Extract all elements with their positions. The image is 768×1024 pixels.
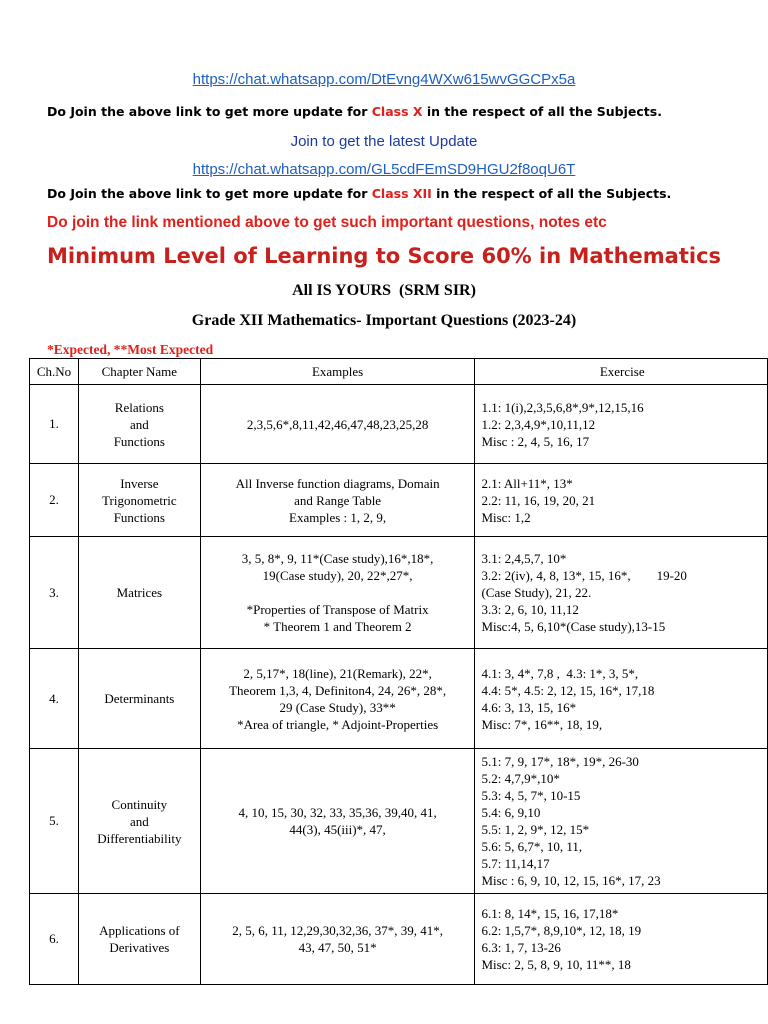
examples-cell: [200, 894, 475, 985]
examples-cell-line: Examples : 1, 2, 9,: [289, 509, 387, 525]
exercise-cell-line: 6.1: 8, 14*, 15, 16, 17,18*: [481, 906, 619, 921]
examples-cell-line: *Area of triangle, * Adjoint-Properties: [237, 716, 439, 732]
examples-cell-line: 44(3), 45(iii)*, 47,: [289, 822, 386, 837]
exercise-cell: [475, 649, 768, 749]
header-chno: Ch.No: [30, 359, 79, 385]
promo-text: Do join the link mentioned above to get such important questions, notes etc: [47, 214, 607, 231]
examples-cell: [200, 537, 475, 649]
chapter-number: 5.: [30, 749, 79, 894]
chapter-name: [78, 537, 200, 649]
note2-text-post: in the respect of all the Subjects.: [431, 186, 672, 201]
header-chapter-name: Chapter Name: [78, 359, 200, 385]
chapter-number: 1.: [30, 385, 79, 464]
examples-cell-line: 3, 5, 8*, 9, 11*(Case study),16*,18*,: [241, 551, 434, 566]
examples-cell-line: 2,3,5,6*,8,11,42,46,47,48,23,25,28: [246, 416, 429, 432]
note1-class: Class X: [371, 104, 423, 119]
note2-text-pre: Do Join the above link to get more update for: [47, 186, 372, 201]
chapter-number: 4.: [30, 649, 79, 749]
note1-text-post: in the respect of all the Subjects.: [422, 104, 662, 119]
examples-cell-line: 2, 5, 6, 11, 12,29,30,32,36, 37*, 39, 41*,: [232, 923, 443, 938]
exercise-cell-line: 4.6: 3, 13, 15, 16*: [481, 699, 577, 715]
chapter-name-line: and: [129, 813, 149, 829]
examples-cell: [200, 385, 475, 464]
chapter-name: [78, 385, 200, 464]
examples-cell-line: * Theorem 1 and Theorem 2: [263, 619, 412, 634]
table-row: [30, 649, 768, 749]
chapter-name: [78, 894, 200, 985]
exercise-cell-line: 4.1: 3, 4*, 7,8 , 4.3: 1*, 3, 5*,: [481, 665, 639, 681]
examples-cell-line: 19(Case study), 20, 22*,27*,: [262, 568, 413, 583]
examples-cell-line: *Properties of Transpose of Matrix: [246, 602, 429, 617]
grade-subtitle: Grade XII Mathematics- Important Questions (2023-24): [191, 312, 577, 329]
exercise-cell-line: 2.1: All+11*, 13*: [481, 475, 573, 491]
exercise-cell-line: 3.1: 2,4,5,7, 10*: [481, 551, 567, 566]
exercise-cell-line: 5.2: 4,7,9*,10*: [481, 771, 560, 786]
examples-cell: [200, 749, 475, 894]
note2-class: Class XII: [371, 186, 432, 201]
chapter-name-line: Matrices: [116, 585, 163, 600]
chapter-name-line: Functions: [113, 509, 165, 525]
header-examples: Examples: [200, 359, 475, 385]
exercise-cell: [475, 464, 768, 537]
chapter-name-line: Continuity: [111, 796, 168, 812]
chapter-number: 6.: [30, 894, 79, 985]
chapter-name: [78, 464, 200, 537]
exercise-cell-line: (Case Study), 21, 22.: [481, 585, 592, 600]
examples-cell-line: and Range Table: [294, 492, 382, 508]
table-row: [30, 385, 768, 464]
note1-text-pre: Do Join the above link to get more update for: [47, 104, 372, 119]
exercise-cell-line: 6.2: 1,5,7*, 8,9,10*, 12, 18, 19: [481, 923, 642, 938]
class-xii-join-note: [47, 186, 671, 201]
examples-cell-line: 43, 47, 50, 51*: [298, 940, 377, 955]
examples-cell: [200, 464, 475, 537]
exercise-cell: [475, 537, 768, 649]
examples-cell-line: 2, 5,17*, 18(line), 21(Remark), 22*,: [243, 665, 432, 681]
join-latest-update: Join to get the latest Update: [290, 133, 478, 150]
table-row: [30, 537, 768, 649]
chapter-name-line: Trigonometric: [102, 492, 177, 508]
exercise-cell-line: 4.4: 5*, 4.5: 2, 12, 15, 16*, 17,18: [481, 682, 655, 698]
exercise-cell-line: 5.7: 11,14,17: [481, 856, 550, 871]
chapter-name-line: Relations: [114, 399, 164, 415]
table-header-row: [30, 359, 768, 385]
page-title: Minimum Level of Learning to Score 60% in Mathematics: [46, 244, 722, 268]
examples-cell-line: 29 (Case Study), 33**: [279, 699, 396, 715]
chapter-number: 2.: [30, 464, 79, 537]
exercise-cell-line: 5.6: 5, 6,7*, 10, 11,: [481, 839, 583, 854]
examples-cell-line: Theorem 1,3, 4, Definiton4, 24, 26*, 28*,: [229, 682, 447, 698]
table-row: [30, 749, 768, 894]
exercise-cell: [475, 385, 768, 464]
chapter-number: 3.: [30, 537, 79, 649]
exercise-cell-line: Misc:4, 5, 6,10*(Case study),13-15: [481, 619, 666, 634]
exercise-cell-line: 1.2: 2,3,4,9*,10,11,12: [481, 416, 596, 432]
chapter-name-line: Derivatives: [109, 940, 170, 955]
chapter-name: [78, 649, 200, 749]
exercise-cell-line: Misc : 2, 4, 5, 16, 17: [481, 433, 590, 449]
exercise-cell-line: Misc: 2, 5, 8, 9, 10, 11**, 18: [481, 957, 631, 972]
exercise-cell: [475, 894, 768, 985]
exercise-cell-line: 5.4: 6, 9,10: [481, 805, 541, 820]
chapter-name: [78, 749, 200, 894]
chapter-name-line: Differentiability: [97, 830, 182, 846]
exercise-cell-line: 3.3: 2, 6, 10, 11,12: [481, 602, 579, 617]
exercise-cell-line: Misc: 1,2: [481, 509, 531, 525]
table-row: [30, 464, 768, 537]
exercise-cell-line: 2.2: 11, 16, 19, 20, 21: [481, 492, 596, 508]
examples-cell-line: 4, 10, 15, 30, 32, 33, 35,36, 39,40, 41,: [238, 805, 437, 820]
exercise-cell-line: Misc : 6, 9, 10, 12, 15, 16*, 17, 23: [481, 873, 661, 888]
exercise-cell-line: 6.3: 1, 7, 13-26: [481, 940, 561, 955]
class-x-join-note: [47, 104, 662, 119]
chapter-name-line: Applications of: [99, 923, 180, 938]
examples-cell: [200, 649, 475, 749]
examples-cell-line: [205, 584, 471, 601]
chapter-name-line: Determinants: [104, 691, 175, 706]
exercise-cell: [475, 749, 768, 894]
exercise-cell-line: 5.3: 4, 5, 7*, 10-15: [481, 788, 581, 803]
class-x-whatsapp-link[interactable]: https://chat.whatsapp.com/DtEvng4WXw615wvGGCPx5a: [192, 71, 576, 88]
exercise-cell-line: 1.1: 1(i),2,3,5,6,8*,9*,12,15,16: [481, 399, 644, 415]
class-xii-whatsapp-link[interactable]: https://chat.whatsapp.com/GL5cdFEmSD9HGU2f8oqU6T: [192, 161, 576, 178]
chapter-name-line: Inverse: [120, 475, 159, 491]
exercise-cell-line: 3.2: 2(iv), 4, 8, 13*, 15, 16*, 19-20: [481, 568, 687, 583]
examples-cell-line: All Inverse function diagrams, Domain: [235, 475, 440, 491]
chapter-name-line: and: [129, 416, 149, 432]
important-questions-table: [29, 358, 768, 985]
author-subtitle: All IS YOURS (SRM SIR): [292, 282, 476, 299]
chapter-name-line: Functions: [113, 433, 165, 449]
exercise-cell-line: 5.1: 7, 9, 17*, 18*, 19*, 26-30: [481, 754, 639, 769]
header-exercise: Exercise: [475, 359, 768, 385]
table-row: [30, 894, 768, 985]
exercise-cell-line: 5.5: 1, 2, 9*, 12, 15*: [481, 822, 590, 837]
expected-legend: *Expected, **Most Expected: [47, 342, 214, 357]
exercise-cell-line: Misc: 7*, 16**, 18, 19,: [481, 716, 603, 732]
